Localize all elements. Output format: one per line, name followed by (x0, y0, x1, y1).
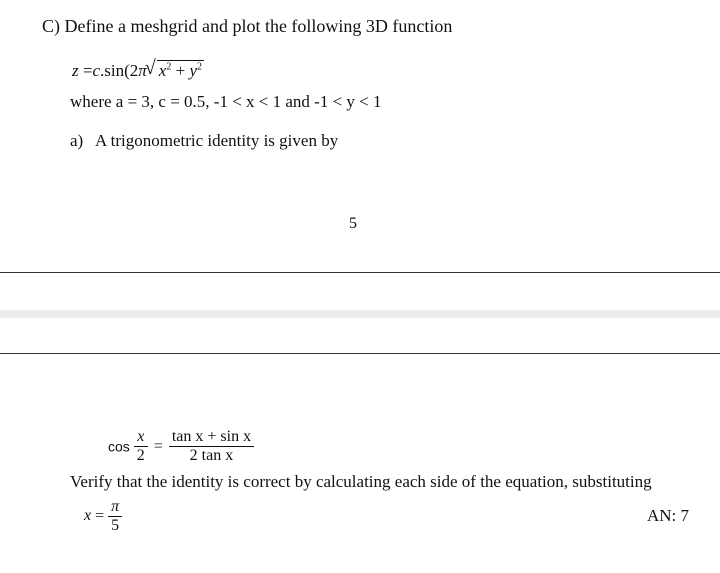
page-gap (0, 310, 720, 318)
formula-equals: = (82, 61, 93, 80)
formula-plus: + (175, 61, 186, 80)
substitution-fraction (108, 498, 122, 535)
substitution (84, 498, 122, 535)
part-a-text: A trigonometric identity is given by (95, 131, 339, 150)
half-angle-denominator: 2 (134, 446, 148, 465)
formula-c: c (92, 61, 101, 80)
part-a-label: a) (70, 131, 84, 150)
part-a (70, 131, 338, 151)
half-angle-numerator: x (137, 428, 145, 445)
square-root (144, 57, 204, 81)
formula-x-exponent: 2 (166, 61, 172, 73)
rhs-numerator: tan x + sin x (171, 428, 252, 445)
answer-label: AN: 7 (647, 506, 690, 525)
trig-identity (108, 428, 254, 465)
rhs-denominator: 2 tan x (169, 446, 254, 465)
question-heading: C) Define a meshgrid and plot the following 3D function (42, 16, 453, 36)
formula-y: y (189, 61, 197, 80)
substitution-equals: = (95, 507, 105, 525)
substitution-x: x (84, 507, 92, 525)
radical-sign-icon: √ (144, 57, 156, 79)
formula-z: z (72, 61, 79, 80)
formula-sin: .sin(2 (100, 61, 139, 80)
page-divider-bottom (0, 353, 720, 354)
identity-equals: = (153, 437, 163, 455)
substitution-numerator: π (111, 498, 120, 515)
half-angle-fraction (134, 428, 148, 465)
formula-x: x (158, 61, 167, 80)
page-divider-top (0, 272, 720, 273)
function-formula (72, 57, 204, 81)
rhs-fraction (169, 428, 254, 465)
formula-y-exponent: 2 (196, 61, 202, 73)
identity-cos: cos (108, 438, 130, 455)
substitution-denominator: 5 (108, 516, 122, 535)
formula-pi: π (138, 61, 147, 80)
where-line: where a = 3, c = 0.5, -1 < x < 1 and -1 < y < 1 (70, 92, 382, 111)
page-number: 5 (349, 215, 357, 232)
verify-text: Verify that the identity is correct by calculating each side of the equation, substituting (70, 472, 652, 491)
